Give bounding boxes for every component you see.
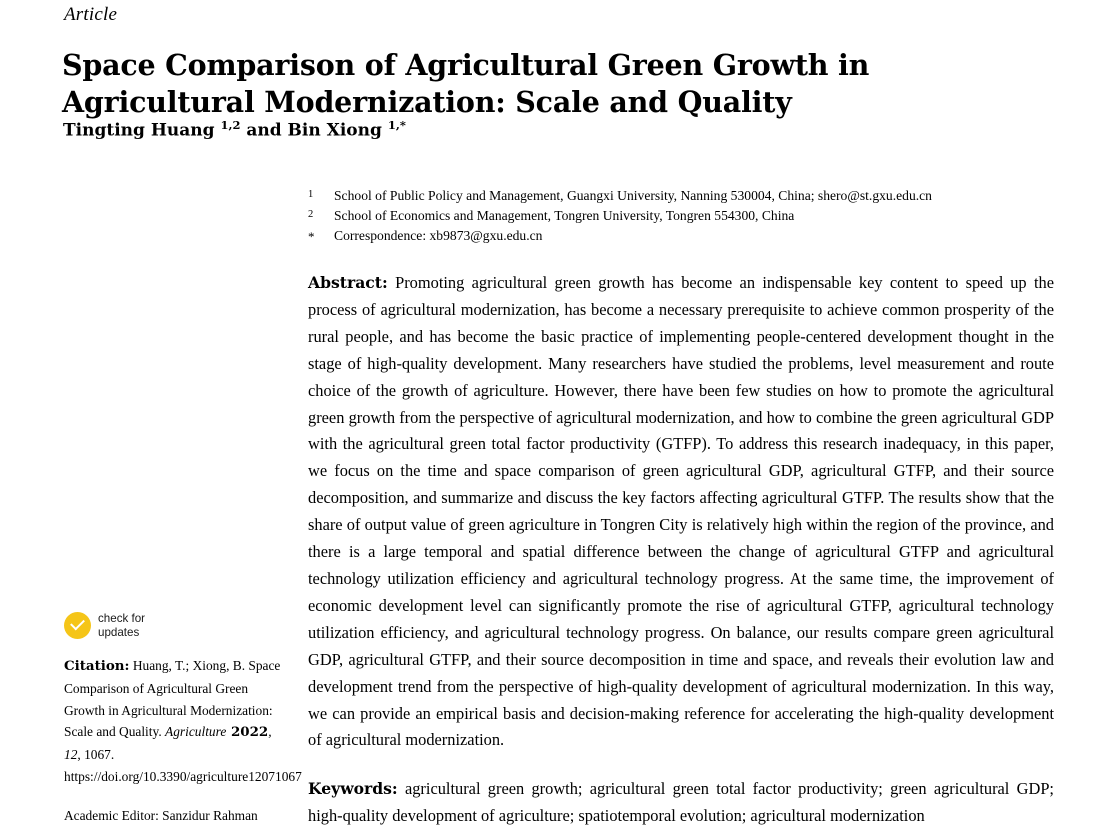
- check-for-updates-line2: updates: [98, 625, 140, 639]
- keywords-section: [308, 776, 1054, 830]
- abstract-label: Abstract:: [308, 273, 388, 292]
- academic-editor: Academic Editor: Sanzidur Rahman: [64, 807, 258, 823]
- citation-journal: Agriculture: [165, 724, 227, 740]
- affiliation-text: School of Public Policy and Management, Guangxi University, Nanning 530004, China; shero@st.gxu.edu.cn: [334, 188, 932, 203]
- correspondence-text: Correspondence: xb9873@gxu.edu.cn: [334, 227, 543, 243]
- citation-block: [64, 655, 302, 787]
- affiliations: [308, 186, 1068, 247]
- affiliation-item: [308, 186, 1068, 206]
- citation-year: 2022: [226, 724, 269, 741]
- check-for-updates-line1: check for: [98, 612, 146, 625]
- citation-pages: , 1067.: [77, 747, 115, 763]
- article-type-label: Article: [64, 4, 118, 25]
- check-for-updates-badge[interactable]: [64, 612, 288, 639]
- page-title: Space Comparison of Agricultural Green Growth in Agricultural Modernization: Scale and Quality: [62, 48, 870, 119]
- checkmark-icon: [64, 612, 91, 639]
- author-list: [63, 118, 406, 141]
- citation-label: Citation:: [64, 658, 130, 675]
- citation-volume: , 12: [64, 724, 272, 763]
- keywords-label: Keywords:: [308, 779, 398, 798]
- citation-text: Huang, T.; Xiong, B. Space Comparison of Agricultural Green Growth in Agricultural Modernization: Scale and Quality.: [64, 658, 281, 740]
- author-one-affil-marks: 1,2: [220, 118, 241, 132]
- author-two-affil-marks: 1,*: [387, 118, 406, 132]
- abstract-text: Promoting agricultural green growth has become an indispensable key content to speed up the process of agricultural modernization, has become a necessary prerequisite to achieve common prosperity of the rural people, and has become the basic practice of implementing people-centered development thought in the stage of high-quality development. Many researchers have studied the problems, level measurement and route choice of the growth of agriculture. However, there have been few studies on how to promote the agricultural green growth from the perspective of agricultural modernization, and how to combine the green agricultural GDP with the agricultural green total factor productivity (GTFP). To address this research inadequacy, in this paper, we focus on the time and space comparison of green agricultural GDP, agricultural GTFP, and their source decomposition, and summarize and discuss the key factors affecting agricultural GTFP. The results show that the share of output value of green agriculture in Tongren City is relatively high within the region of the province, and there is a large temporal and spatial difference between the change of agricultural GTFP and agricultural technology utilization efficiency and agricultural technology progress. At the same time, the improvement of economic development level can significantly promote the rise of agricultural GTFP, agricultural technology utilization efficiency, and agricultural technology progress. On balance, our results compare green agricultural GDP, agricultural GTFP, and their source decomposition in time and space, and reveals their evolution law and development trend from the perspective of high-quality development of agricultural modernization. In this way, we can provide an empirical basis and decision-making reference for accelerating the high-quality development of agricultural modernization.: [308, 273, 1054, 750]
- citation-doi-link[interactable]: https://doi.org/10.3390/agriculture12071067: [64, 768, 302, 784]
- left-rail: [64, 612, 302, 826]
- check-for-updates-label: [98, 612, 145, 639]
- affiliation-item: [308, 206, 1068, 226]
- abstract-section: [308, 270, 1054, 754]
- affiliation-text: School of Economics and Management, Tongren University, Tongren 554300, China: [334, 207, 795, 223]
- keywords-text: agricultural green growth; agricultural green total factor productivity; green agricultural GDP; high-quality development of agriculture; spatiotemporal evolution; agricultural modernization: [308, 779, 1054, 825]
- affiliation-marker: 1: [308, 189, 314, 200]
- author-conjunction: and Bin Xiong: [240, 120, 388, 141]
- correspondence-marker: *: [308, 228, 315, 244]
- correspondence-item: [308, 226, 1068, 247]
- author-one: Tingting Huang: [63, 120, 221, 141]
- affiliation-marker: 2: [308, 208, 314, 220]
